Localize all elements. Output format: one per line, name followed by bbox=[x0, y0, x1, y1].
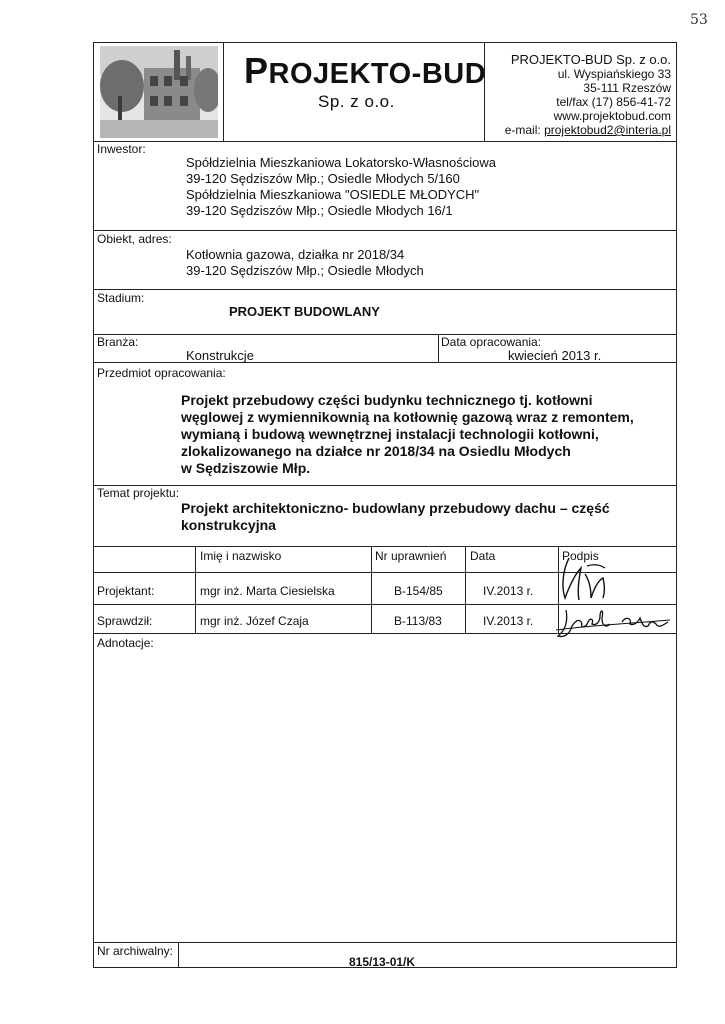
date-value: kwiecień 2013 r. bbox=[508, 348, 602, 363]
table-header-date: Data bbox=[470, 549, 496, 563]
divider-topic bbox=[93, 546, 677, 547]
row-role-designer: Projektant: bbox=[97, 584, 155, 598]
divider-stage bbox=[93, 334, 677, 335]
subject-line-4: zlokalizowanego na działce nr 2018/34 na Osiedlu Młodych bbox=[181, 443, 571, 459]
row-role-checker: Sprawdził: bbox=[97, 614, 153, 628]
subject-line-5: w Sędziszowie Młp. bbox=[181, 460, 311, 476]
divider-object bbox=[93, 289, 677, 290]
investor-line-2: 39-120 Sędziszów Młp.; Osiedle Młodych 5/160 bbox=[186, 171, 460, 186]
company-phone: tel/fax (17) 856-41-72 bbox=[556, 95, 671, 109]
company-street: ul. Wyspiańskiego 33 bbox=[557, 67, 671, 81]
company-city: 35-111 Rzeszów bbox=[583, 81, 671, 95]
object-line-2: 39-120 Sędziszów Młp.; Osiedle Młodych bbox=[186, 263, 424, 278]
table-header-name: Imię i nazwisko bbox=[200, 549, 282, 563]
divider-subject bbox=[93, 485, 677, 486]
branch-value: Konstrukcje bbox=[186, 348, 254, 363]
company-website: www.projektobud.com bbox=[553, 109, 671, 123]
notes-label: Adnotacje: bbox=[97, 636, 154, 650]
row-name-checker: mgr inż. Józef Czaja bbox=[200, 614, 309, 628]
row-license-designer: B-154/85 bbox=[394, 584, 443, 598]
table-col-divider-2 bbox=[371, 546, 372, 633]
table-col-divider-3 bbox=[465, 546, 466, 633]
divider-notes bbox=[93, 942, 677, 943]
divider-table bbox=[93, 633, 677, 634]
row-license-checker: B-113/83 bbox=[394, 614, 442, 628]
subject-line-3: wymianą i budową wewnętrznej instalacji technologii kotłowni, bbox=[181, 426, 599, 442]
stage-label: Stadium: bbox=[97, 291, 145, 305]
header-divider-left bbox=[223, 42, 224, 142]
investor-line-3: Spółdzielnia Mieszkaniowa "OSIEDLE MŁODYCH" bbox=[186, 187, 480, 202]
branch-label: Branża: bbox=[97, 335, 139, 349]
subject-label: Przedmiot opracowania: bbox=[97, 366, 226, 380]
company-logo-suffix: Sp. z o.o. bbox=[318, 92, 395, 111]
investor-label: Inwestor: bbox=[97, 142, 146, 156]
divider-header bbox=[93, 141, 677, 142]
company-email-label: e-mail: bbox=[504, 123, 541, 137]
building-photo-image bbox=[100, 46, 218, 138]
date-label: Data opracowania: bbox=[441, 335, 542, 349]
table-header-license: Nr uprawnień bbox=[375, 549, 447, 563]
signature-checker bbox=[552, 604, 672, 650]
signature-designer bbox=[555, 552, 625, 606]
object-line-1: Kotłownia gazowa, działka nr 2018/34 bbox=[186, 247, 405, 262]
company-name: PROJEKTO-BUD Sp. z o.o. bbox=[510, 52, 671, 67]
divider-branch bbox=[93, 362, 677, 363]
page-number: 53 bbox=[690, 12, 708, 28]
topic-line-1: Projekt architektoniczno- budowlany przebudowy dachu – część bbox=[181, 500, 610, 516]
row-name-designer: mgr inż. Marta Ciesielska bbox=[200, 584, 335, 598]
row-date-designer: IV.2013 r. bbox=[483, 584, 534, 598]
object-label: Obiekt, adres: bbox=[97, 232, 172, 246]
topic-label: Temat projektu: bbox=[97, 486, 180, 500]
topic-line-2: konstrukcyjna bbox=[181, 517, 276, 533]
table-col-divider-1 bbox=[195, 546, 196, 633]
investor-line-4: 39-120 Sędziszów Młp.; Osiedle Młodych 16/1 bbox=[186, 203, 453, 218]
company-logo-title: PROJEKTO-BUD bbox=[244, 50, 487, 91]
archive-label: Nr archiwalny: bbox=[97, 944, 174, 958]
company-email[interactable]: projektobud2@interia.pl bbox=[544, 123, 671, 137]
subject-line-1: Projekt przebudowy części budynku technicznego tj. kotłowni bbox=[181, 392, 593, 408]
row-date-checker: IV.2013 r. bbox=[483, 614, 534, 628]
divider-investor bbox=[93, 230, 677, 231]
archive-value: 815/13-01/K bbox=[349, 955, 416, 969]
building-photo bbox=[100, 46, 218, 138]
subject-line-2: węglowej z wymiennikownią na kotłownię gazową wraz z remontem, bbox=[181, 409, 634, 425]
company-email-line bbox=[505, 123, 671, 138]
table-header-signature: Podpis bbox=[562, 549, 599, 563]
divider-branch-date bbox=[438, 334, 439, 362]
stage-value: PROJEKT BUDOWLANY bbox=[229, 304, 380, 319]
investor-line-1: Spółdzielnia Mieszkaniowa Lokatorsko-Własnościowa bbox=[186, 155, 496, 170]
archive-divider bbox=[178, 942, 179, 968]
